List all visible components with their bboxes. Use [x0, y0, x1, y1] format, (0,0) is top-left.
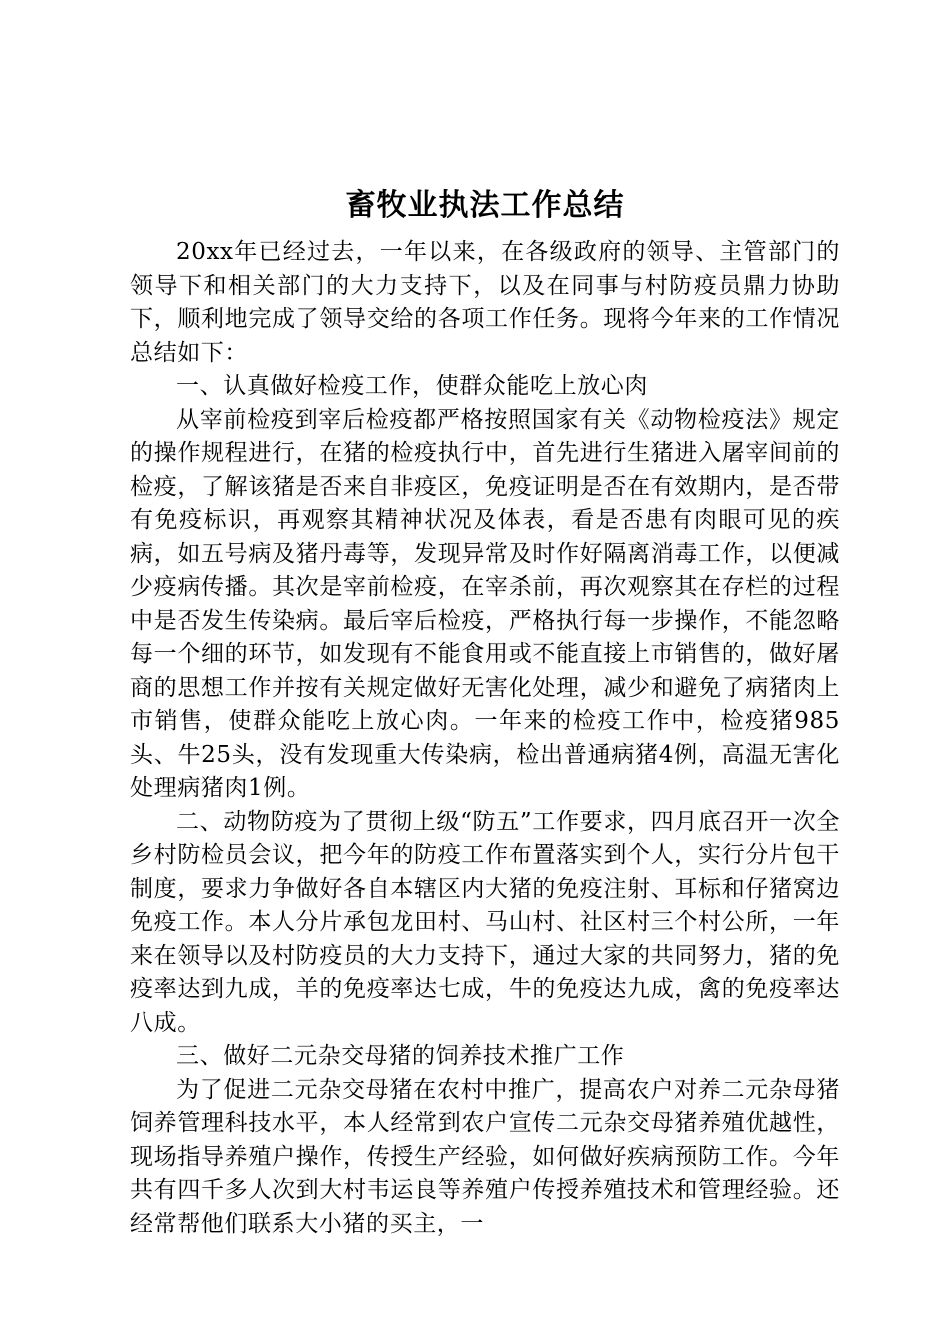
paragraph-intro: 20xx年已经过去，一年以来，在各级政府的领导、主管部门的领导下和相关部门的大力支持下，以及在同事与村防疫员鼎力协助下，顺利地完成了领导交给的各项工作任务。现将今年来的工作情况总结如下： — [130, 239, 840, 366]
paragraph-epidemic-prevention: 二、动物防疫为了贯彻上级“防五”工作要求，四月底召开一次全乡村防检员会议，把今年的防疫工作布置落实到个人，实行分片包干制度，要求力争做好各自本辖区内大猪的免疫注射、耳标和仔猪窝边免疫工作。本人分片承包龙田村、马山村、社区村三个村公所，一年来在领导以及村防疫员的大力支持下，通过大家的共同努力，猪的免疫率达到九成，羊的免疫率达七成，牛的免疫达九成，禽的免疫率达八成。 — [130, 808, 840, 1036]
paragraph-breeding-promotion: 为了促进二元杂交母猪在农村中推广，提高农户对养二元杂母猪饲养管理科技水平，本人经常到农户宣传二元杂交母猪养殖优越性，现场指导养殖户操作，传授生产经验，如何做好疾病预防工作。今年共有四千多人次到大村韦运良等养殖户传授养殖技术和管理经验。还经常帮他们联系大小猪的买主，一 — [130, 1076, 840, 1237]
document-body — [130, 236, 840, 1241]
section-heading-1: 一、认真做好检疫工作，使群众能吃上放心肉 — [176, 373, 648, 399]
document-page — [130, 0, 840, 1344]
paragraph-quarantine: 从宰前检疫到宰后检疫都严格按照国家有关《动物检疫法》规定的操作规程进行，在猪的检疫执行中，首先进行生猪进入屠宰间前的检疫，了解该猪是否来自非疫区，免疫证明是否在有效期内，是否带有免疫标识，再观察其精神状况及体表，看是否患有肉眼可见的疾病，如五号病及猪丹毒等，发现异常及时作好隔离消毒工作，以便减少疫病传播。其次是宰前检疫，在宰杀前，再次观察其在存栏的过程中是否发生传染病。最后宰后检疫，严格执行每一步操作，不能忽略每一个细的环节，如发现有不能食用或不能直接上市销售的，做好屠商的思想工作并按有关规定做好无害化处理，减少和避免了病猪肉上市销售，使群众能吃上放心肉。一年来的检疫工作中，检疫猪985头、牛25头，没有发现重大传染病，检出普通病猪4例，高温无害化处理病猪肉1例。 — [130, 406, 840, 801]
section-heading-3: 三、做好二元杂交母猪的饲养技术推广工作 — [176, 1043, 625, 1069]
document-title: 畜牧业执法工作总结 — [345, 188, 625, 223]
